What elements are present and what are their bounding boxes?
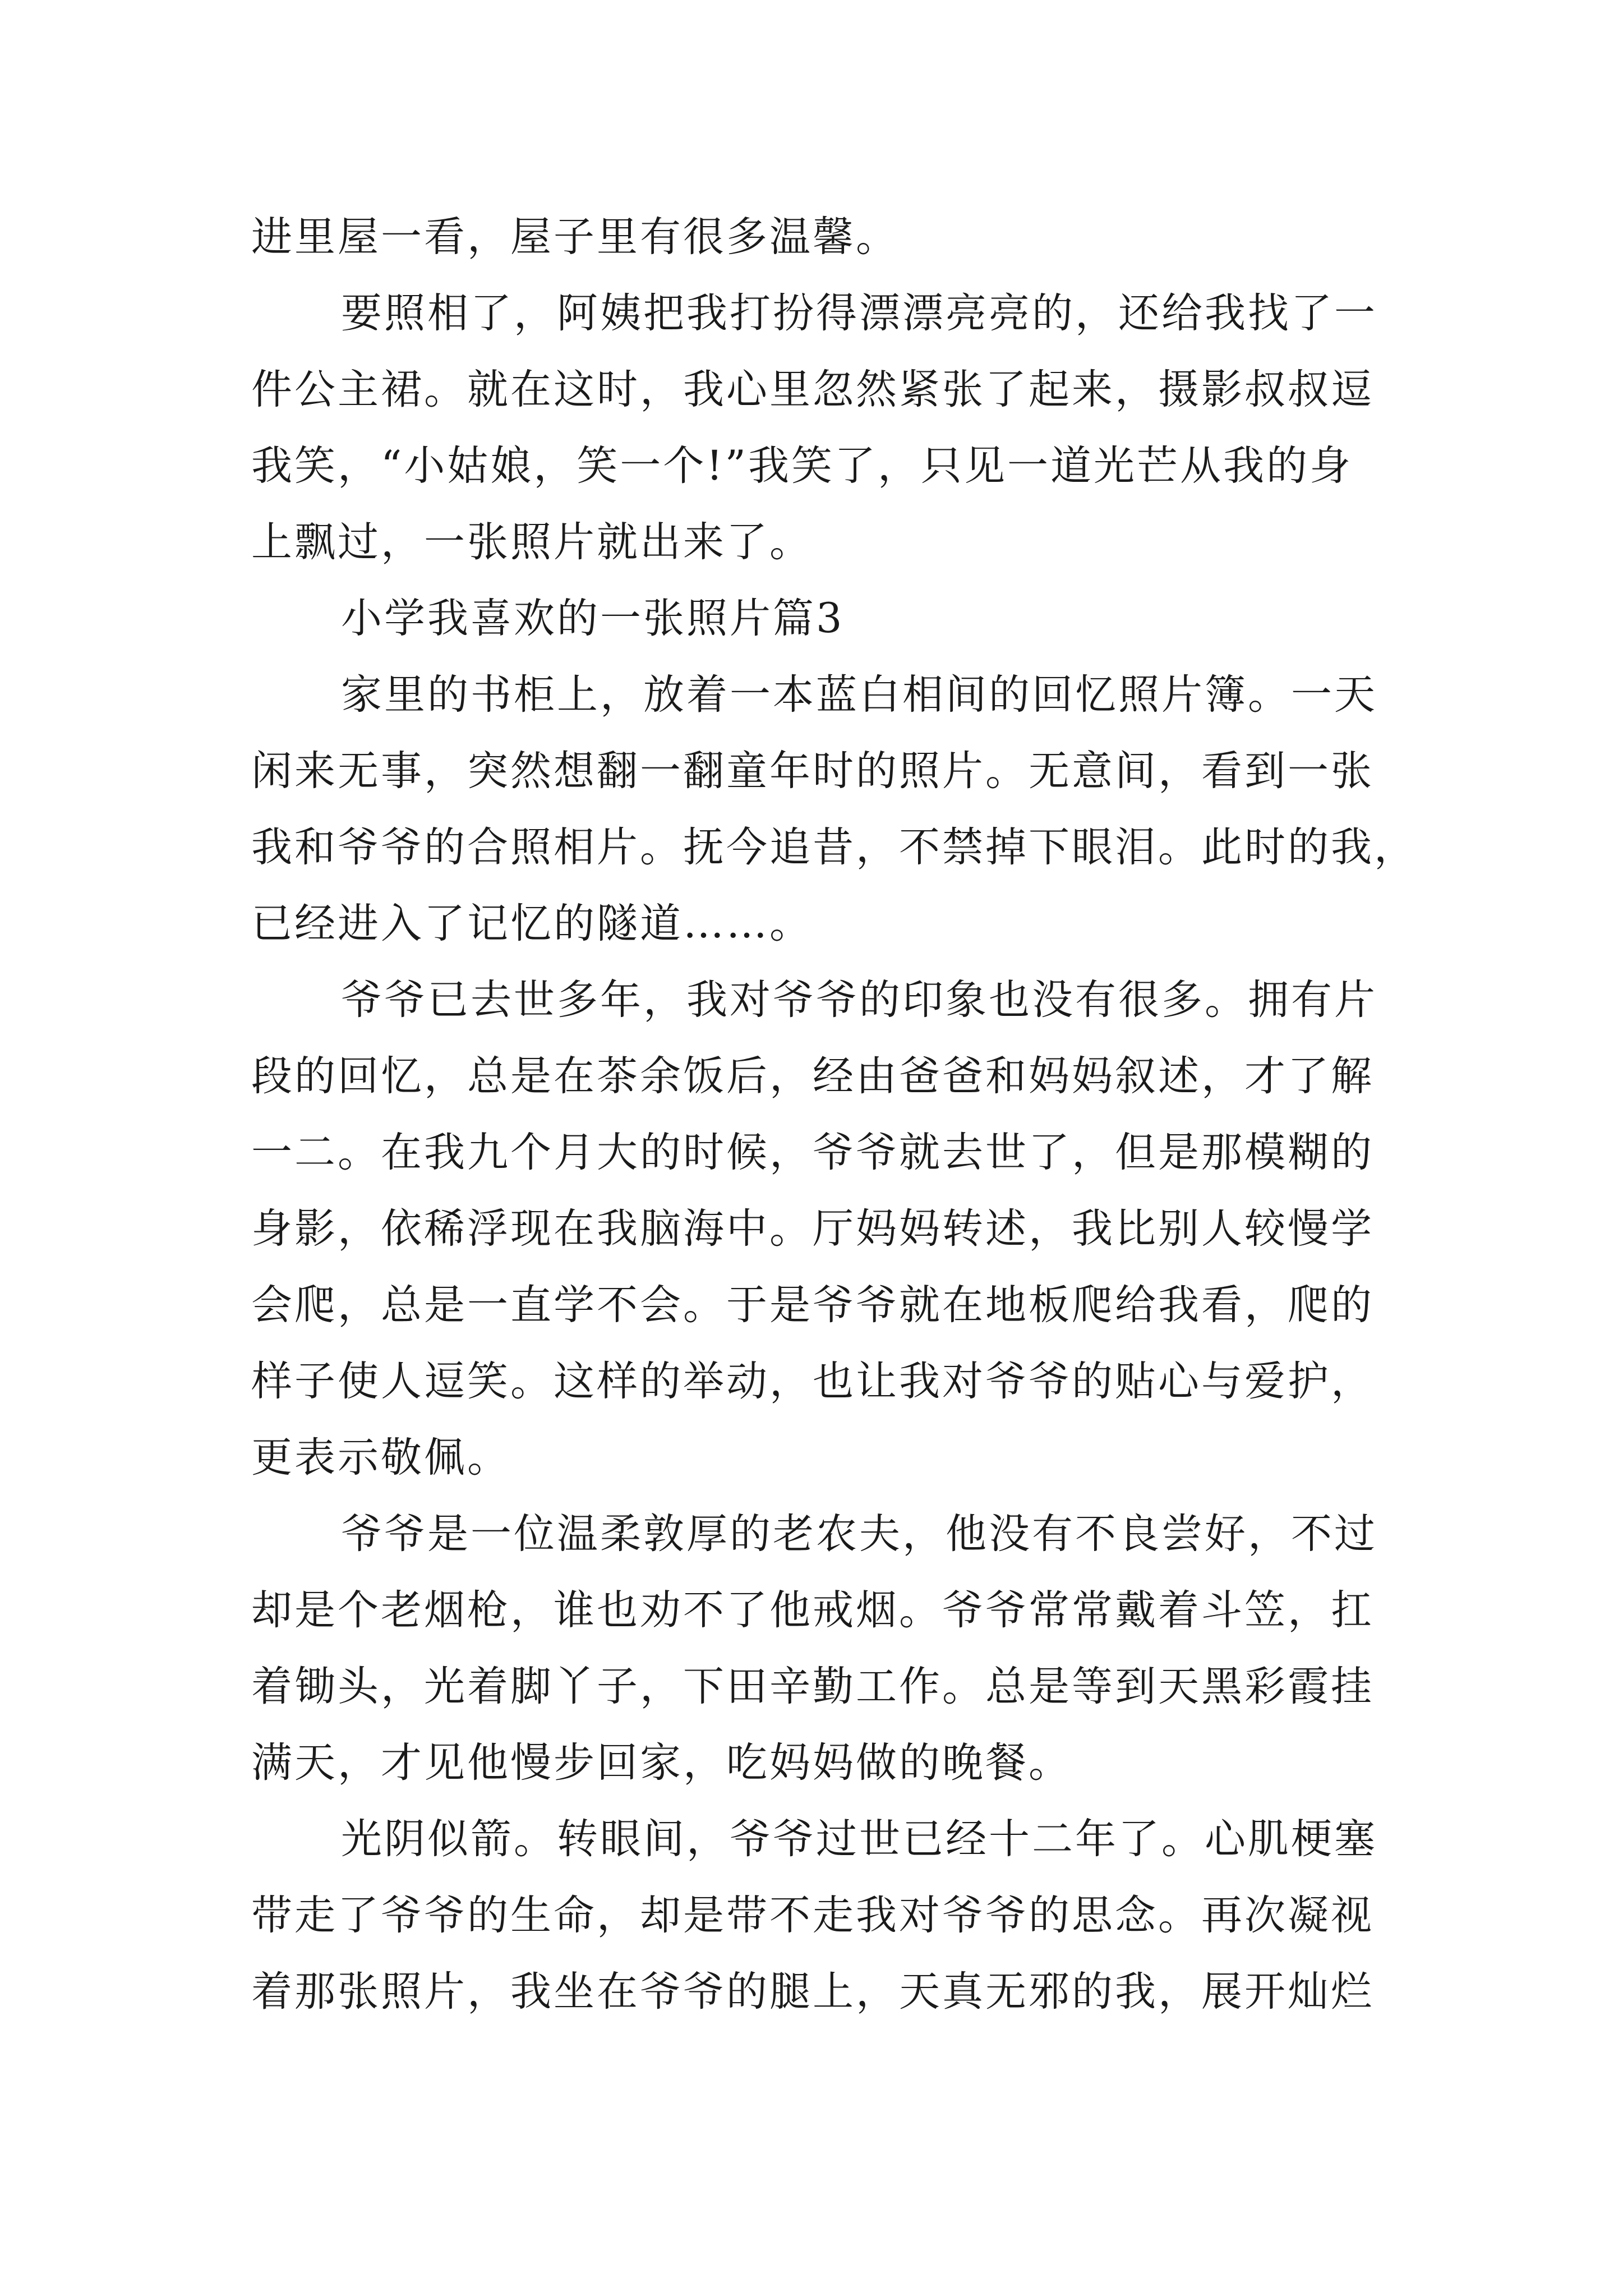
text-line: 着那张照片，我坐在爷爷的腿上，天真无邪的我，展开灿烂 [251, 1968, 1374, 2016]
text-line: 进里屋一看，屋子里有很多温馨。 [251, 213, 899, 261]
text-line: 带走了爷爷的生命，却是带不走我对爷爷的思念。再次凝视 [251, 1892, 1374, 1939]
text-line: 件公主裙。就在这时，我心里忽然紧张了起来，摄影叔叔逗 [251, 366, 1374, 413]
text-line: 上飘过，一张照片就出来了。 [251, 518, 813, 566]
text-line: 身影，依稀浮现在我脑海中。厅妈妈转述，我比别人较慢学 [251, 1205, 1374, 1253]
text-line: 我笑，“小姑娘，笑一个!”我笑了，只见一道光芒从我的身 [251, 442, 1353, 490]
document-body [251, 199, 1417, 2030]
text-line: 要照相了，阿姨把我打扮得漂漂亮亮的，还给我找了一 [341, 289, 1377, 337]
text-line: 满天，才见他慢步回家，吃妈妈做的晚餐。 [251, 1739, 1072, 1787]
text-line: 我和爷爷的合照相片。抚今追昔，不禁掉下眼泪。此时的我， [251, 823, 1417, 871]
text-line: 会爬，总是一直学不会。于是爷爷就在地板爬给我看，爬的 [251, 1281, 1374, 1329]
section-heading: 小学我喜欢的一张照片篇3 [341, 595, 845, 642]
text-line: 着锄头，光着脚丫子，下田辛勤工作。总是等到天黑彩霞挂 [251, 1663, 1374, 1710]
text-line: 却是个老烟枪，谁也劝不了他戒烟。爷爷常常戴着斗笠，扛 [251, 1586, 1374, 1634]
text-line: 更表示敬佩。 [251, 1434, 510, 1481]
text-line: 闲来无事，突然想翻一翻童年时的照片。无意间，看到一张 [251, 747, 1374, 795]
text-line: 爷爷是一位温柔敦厚的老农夫，他没有不良尝好，不过 [341, 1510, 1377, 1558]
text-line: 家里的书柜上，放着一本蓝白相间的回忆照片簿。一天 [341, 671, 1377, 719]
text-line: 样子使人逗笑。这样的举动，也让我对爷爷的贴心与爱护， [251, 1358, 1374, 1405]
text-line: 段的回忆，总是在茶余饭后，经由爸爸和妈妈叙述，才了解 [251, 1052, 1374, 1100]
text-line: 爷爷已去世多年，我对爷爷的印象也没有很多。拥有片 [341, 976, 1377, 1024]
text-line: 一二。在我九个月大的时候，爷爷就去世了，但是那模糊的 [251, 1129, 1374, 1176]
text-line: 光阴似箭。转眼间，爷爷过世已经十二年了。心肌梗塞 [341, 1815, 1377, 1863]
text-line: 已经进入了记忆的隧道……。 [251, 900, 813, 947]
